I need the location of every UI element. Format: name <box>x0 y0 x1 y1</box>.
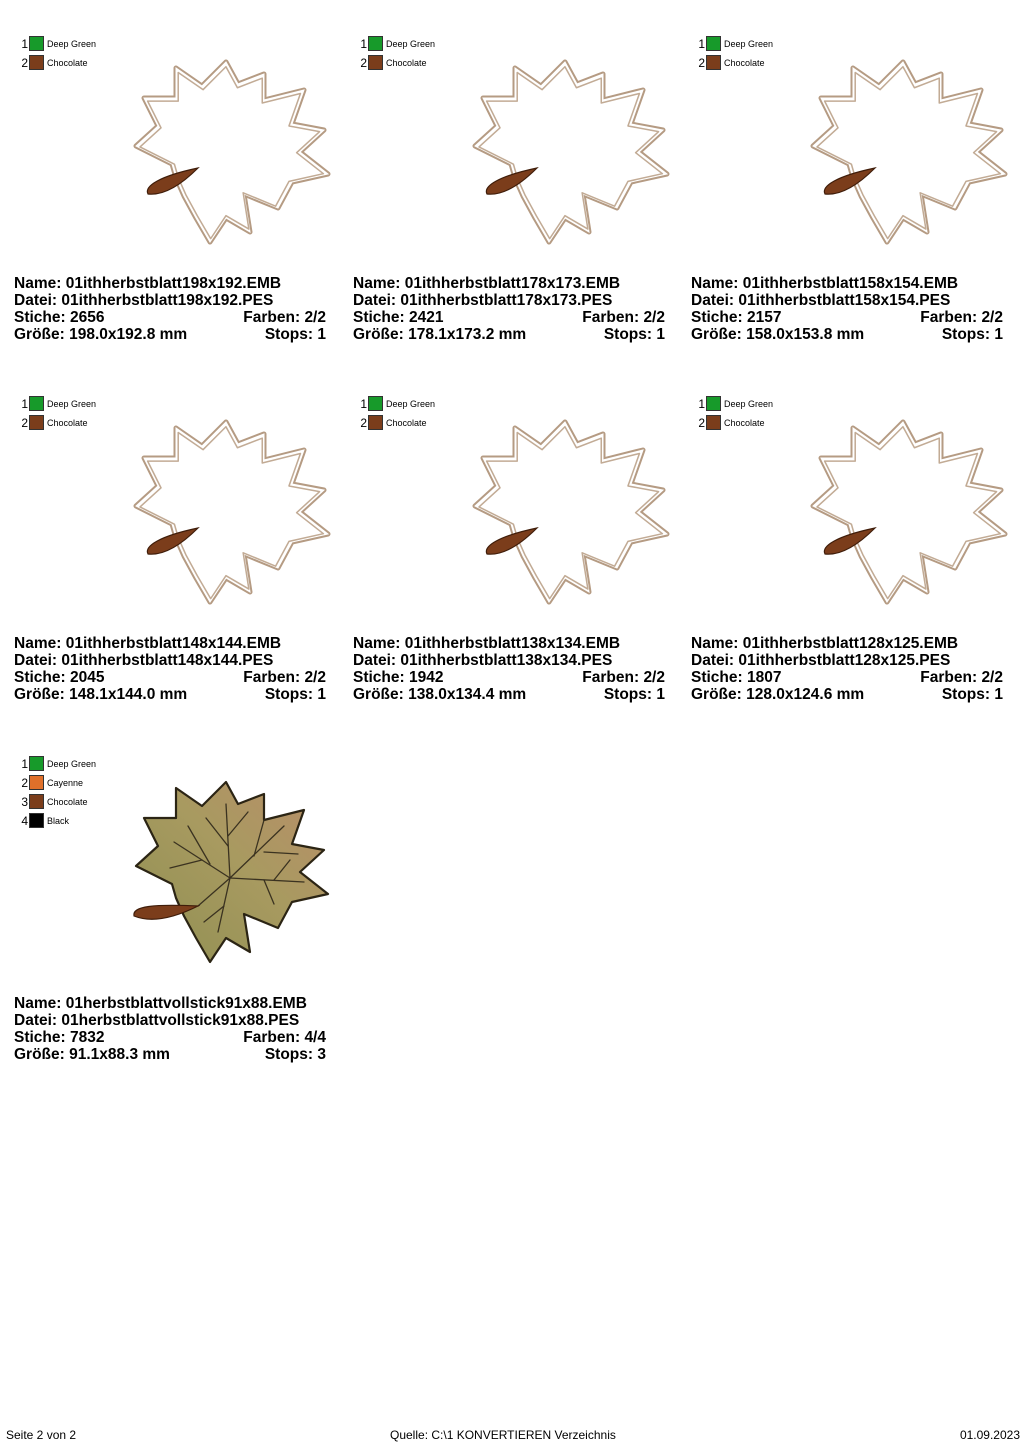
thread-name: Deep Green <box>386 398 436 409</box>
thread-color-item <box>697 53 773 72</box>
stitches-line <box>14 1029 104 1046</box>
color-count: 2/2 <box>643 669 665 686</box>
name-line <box>14 635 281 652</box>
stitches-label: Stiche: <box>691 669 743 686</box>
size-label: Größe: <box>353 686 404 703</box>
size-line <box>691 686 864 703</box>
colors-label: Farben: <box>920 309 978 326</box>
footer-source: Quelle: C:\1 KONVERTIEREN Verzeichnis <box>390 1428 616 1442</box>
color-count: 2/2 <box>304 309 326 326</box>
color-swatch <box>706 415 721 430</box>
design-info <box>691 275 1003 343</box>
thread-index: 1 <box>21 396 28 411</box>
stop-count: 1 <box>317 686 326 703</box>
file-label: Datei: <box>691 652 735 669</box>
file-label: Datei: <box>353 292 397 309</box>
design-name: 01ithherbstblatt138x134.EMB <box>404 635 621 652</box>
file-name: 01ithherbstblatt148x144.PES <box>61 652 274 669</box>
design-name: 01ithherbstblatt158x154.EMB <box>742 275 959 292</box>
thread-index: 2 <box>360 55 367 70</box>
design-info <box>14 995 326 1063</box>
thread-name: Chocolate <box>47 796 88 807</box>
stitches-line <box>14 309 104 326</box>
stops-label: Stops: <box>603 326 653 343</box>
file-name: 01ithherbstblatt178x173.PES <box>400 292 613 309</box>
thread-name: Deep Green <box>47 758 97 769</box>
stops-line <box>942 326 1003 343</box>
stitches-label: Stiche: <box>691 309 743 326</box>
size-line <box>14 326 187 343</box>
colors-line <box>920 669 1003 686</box>
color-swatch <box>29 55 44 70</box>
thread-color-item <box>20 811 96 830</box>
file-line <box>353 292 612 309</box>
color-swatch <box>29 36 44 51</box>
thread-index: 2 <box>698 415 705 430</box>
stop-count: 1 <box>994 686 1003 703</box>
color-swatch <box>368 36 383 51</box>
thread-index: 1 <box>21 756 28 771</box>
size-label: Größe: <box>14 686 65 703</box>
stop-count: 1 <box>656 326 665 343</box>
stops-line <box>942 686 1003 703</box>
thread-color-list <box>697 34 773 72</box>
color-swatch <box>706 36 721 51</box>
thread-index: 1 <box>698 396 705 411</box>
colors-label: Farben: <box>243 669 301 686</box>
colors-line <box>582 669 665 686</box>
name-line <box>14 275 281 292</box>
colors-label: Farben: <box>920 669 978 686</box>
thread-color-item <box>697 34 773 53</box>
thread-index: 2 <box>21 775 28 790</box>
name-label: Name: <box>14 275 62 292</box>
thread-index: 1 <box>360 36 367 51</box>
stops-label: Stops: <box>264 326 314 343</box>
maple-leaf-outline-image <box>453 36 693 276</box>
stop-count: 1 <box>994 326 1003 343</box>
name-label: Name: <box>14 995 62 1012</box>
thread-name: Deep Green <box>47 38 97 49</box>
stitch-count: 1942 <box>409 669 444 686</box>
thread-name: Black <box>47 815 70 826</box>
stitch-count: 2045 <box>70 669 105 686</box>
color-count: 2/2 <box>304 669 326 686</box>
maple-leaf-outline-image <box>453 396 693 636</box>
stitches-label: Stiche: <box>14 1029 66 1046</box>
thread-name: Chocolate <box>47 57 88 68</box>
name-line <box>691 635 958 652</box>
file-name: 01ithherbstblatt128x125.PES <box>738 652 951 669</box>
colors-line <box>243 669 326 686</box>
stitches-line <box>691 669 781 686</box>
stitches-line <box>353 669 443 686</box>
thread-color-list <box>20 34 96 72</box>
colors-line <box>243 309 326 326</box>
stitches-label: Stiche: <box>14 309 66 326</box>
design-size: 148.1x144.0 mm <box>69 686 188 703</box>
stops-line <box>265 686 326 703</box>
design-info <box>353 635 665 703</box>
file-name: 01ithherbstblatt138x134.PES <box>400 652 613 669</box>
size-label: Größe: <box>14 1046 65 1063</box>
design-card <box>691 386 1011 726</box>
size-line <box>691 326 864 343</box>
thread-index: 1 <box>698 36 705 51</box>
maple-leaf-outline-image <box>114 396 354 636</box>
thread-color-item <box>359 394 435 413</box>
thread-name: Chocolate <box>724 57 765 68</box>
colors-line <box>920 309 1003 326</box>
design-size: 178.1x173.2 mm <box>408 326 527 343</box>
thread-index: 2 <box>360 415 367 430</box>
thread-color-list <box>359 34 435 72</box>
thread-color-item <box>20 413 96 432</box>
thread-color-item <box>697 413 773 432</box>
thread-color-list <box>20 394 96 432</box>
footer-page-number: Seite 2 von 2 <box>6 1428 77 1442</box>
stitch-count: 2656 <box>70 309 105 326</box>
design-name: 01ithherbstblatt198x192.EMB <box>65 275 282 292</box>
stitch-count: 2157 <box>747 309 782 326</box>
color-swatch <box>29 415 44 430</box>
design-card <box>353 26 673 366</box>
thread-color-item <box>20 53 96 72</box>
stops-line <box>604 326 665 343</box>
thread-name: Chocolate <box>47 417 88 428</box>
thread-color-item <box>359 413 435 432</box>
size-line <box>14 1046 170 1063</box>
stitch-count: 7832 <box>70 1029 105 1046</box>
name-line <box>691 275 958 292</box>
thread-name: Deep Green <box>386 38 436 49</box>
stops-line <box>604 686 665 703</box>
thread-color-item <box>20 34 96 53</box>
colors-line <box>582 309 665 326</box>
thread-color-list <box>359 394 435 432</box>
name-label: Name: <box>691 635 739 652</box>
color-swatch <box>29 756 44 771</box>
stitches-label: Stiche: <box>353 669 405 686</box>
file-line <box>691 652 950 669</box>
file-line <box>14 292 273 309</box>
color-count: 4/4 <box>304 1029 326 1046</box>
stops-label: Stops: <box>264 1046 314 1063</box>
design-size: 158.0x153.8 mm <box>746 326 865 343</box>
design-name: 01herbstblattvollstick91x88.EMB <box>65 995 307 1012</box>
maple-leaf-outline-image <box>114 36 354 276</box>
color-swatch <box>706 396 721 411</box>
thread-index: 3 <box>21 794 28 809</box>
file-line <box>14 1012 299 1029</box>
color-swatch <box>29 396 44 411</box>
colors-label: Farben: <box>582 669 640 686</box>
name-label: Name: <box>353 635 401 652</box>
stops-line <box>265 326 326 343</box>
design-info <box>14 635 326 703</box>
design-card <box>353 386 673 726</box>
design-size: 91.1x88.3 mm <box>69 1046 170 1063</box>
size-label: Größe: <box>691 686 742 703</box>
size-label: Größe: <box>14 326 65 343</box>
stop-count: 3 <box>317 1046 326 1063</box>
thread-name: Chocolate <box>386 417 427 428</box>
file-label: Datei: <box>14 652 58 669</box>
file-name: 01ithherbstblatt158x154.PES <box>738 292 951 309</box>
design-size: 198.0x192.8 mm <box>69 326 188 343</box>
thread-name: Deep Green <box>724 398 774 409</box>
color-swatch <box>29 813 44 828</box>
design-card <box>691 26 1011 366</box>
colors-line <box>243 1029 326 1046</box>
stitch-count: 1807 <box>747 669 782 686</box>
thread-name: Cayenne <box>47 777 84 788</box>
stitches-label: Stiche: <box>353 309 405 326</box>
thread-color-item <box>20 792 96 811</box>
name-line <box>353 635 620 652</box>
file-line <box>691 292 950 309</box>
thread-color-list <box>20 754 96 830</box>
thread-index: 2 <box>698 55 705 70</box>
color-swatch <box>29 794 44 809</box>
maple-leaf-filled-image <box>114 756 354 996</box>
file-label: Datei: <box>14 1012 58 1029</box>
maple-leaf-outline-image <box>791 36 1024 276</box>
thread-name: Deep Green <box>47 398 97 409</box>
file-name: 01herbstblattvollstick91x88.PES <box>61 1012 300 1029</box>
thread-index: 2 <box>21 415 28 430</box>
color-swatch <box>368 396 383 411</box>
stitches-label: Stiche: <box>14 669 66 686</box>
thread-index: 2 <box>21 55 28 70</box>
colors-label: Farben: <box>243 309 301 326</box>
stops-label: Stops: <box>264 686 314 703</box>
stops-label: Stops: <box>941 686 991 703</box>
file-line <box>14 652 273 669</box>
design-name: 01ithherbstblatt148x144.EMB <box>65 635 282 652</box>
thread-color-item <box>20 773 96 792</box>
design-name: 01ithherbstblatt178x173.EMB <box>404 275 621 292</box>
colors-label: Farben: <box>582 309 640 326</box>
name-line <box>14 995 307 1012</box>
footer-date: 01.09.2023 <box>959 1428 1020 1442</box>
size-line <box>353 326 526 343</box>
name-label: Name: <box>691 275 739 292</box>
size-label: Größe: <box>353 326 404 343</box>
thread-index: 1 <box>21 36 28 51</box>
design-name: 01ithherbstblatt128x125.EMB <box>742 635 959 652</box>
design-size: 138.0x134.4 mm <box>408 686 527 703</box>
thread-color-item <box>359 34 435 53</box>
thread-color-item <box>359 53 435 72</box>
stop-count: 1 <box>656 686 665 703</box>
name-line <box>353 275 620 292</box>
thread-name: Deep Green <box>724 38 774 49</box>
colors-label: Farben: <box>243 1029 301 1046</box>
design-info <box>691 635 1003 703</box>
stops-line <box>265 1046 326 1063</box>
design-card <box>14 386 334 726</box>
stitch-count: 2421 <box>409 309 444 326</box>
name-label: Name: <box>353 275 401 292</box>
size-line <box>353 686 526 703</box>
design-card <box>14 26 334 366</box>
stops-label: Stops: <box>603 686 653 703</box>
stitches-line <box>353 309 443 326</box>
file-name: 01ithherbstblatt198x192.PES <box>61 292 274 309</box>
stitches-line <box>691 309 781 326</box>
file-label: Datei: <box>14 292 58 309</box>
file-line <box>353 652 612 669</box>
color-swatch <box>368 415 383 430</box>
color-swatch <box>706 55 721 70</box>
maple-leaf-outline-image <box>791 396 1024 636</box>
thread-name: Chocolate <box>386 57 427 68</box>
file-label: Datei: <box>691 292 735 309</box>
thread-index: 4 <box>21 813 28 828</box>
color-count: 2/2 <box>981 669 1003 686</box>
color-swatch <box>29 775 44 790</box>
thread-color-item <box>20 754 96 773</box>
design-info <box>353 275 665 343</box>
color-count: 2/2 <box>981 309 1003 326</box>
stop-count: 1 <box>317 326 326 343</box>
size-label: Größe: <box>691 326 742 343</box>
design-info <box>14 275 326 343</box>
thread-name: Chocolate <box>724 417 765 428</box>
size-line <box>14 686 187 703</box>
design-card <box>14 746 334 1086</box>
thread-color-item <box>697 394 773 413</box>
thread-color-item <box>20 394 96 413</box>
design-size: 128.0x124.6 mm <box>746 686 865 703</box>
color-count: 2/2 <box>643 309 665 326</box>
color-swatch <box>368 55 383 70</box>
file-label: Datei: <box>353 652 397 669</box>
name-label: Name: <box>14 635 62 652</box>
thread-index: 1 <box>360 396 367 411</box>
stitches-line <box>14 669 104 686</box>
thread-color-list <box>697 394 773 432</box>
stops-label: Stops: <box>941 326 991 343</box>
